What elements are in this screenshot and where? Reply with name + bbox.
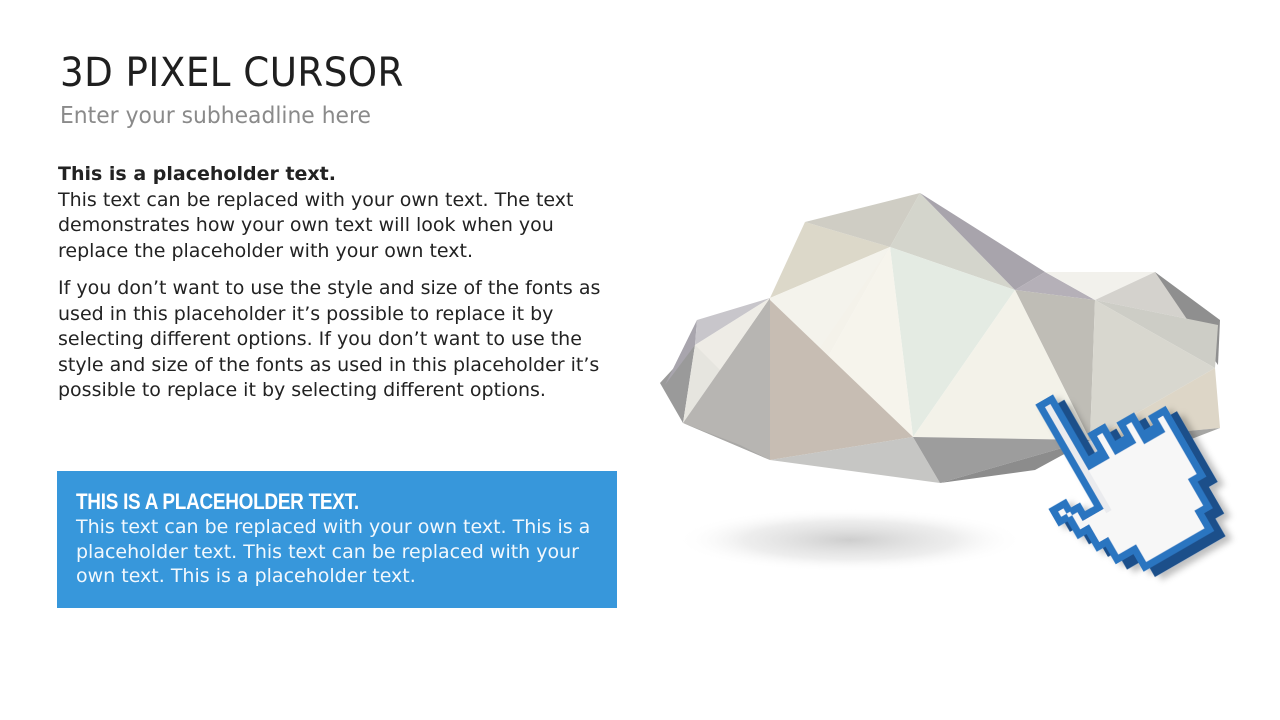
callout-text: This text can be replaced with your own text. This is a placeholder text. This text can be replaced with your own text. This is a placeholder text.: [76, 516, 591, 587]
body-lead: This is a placeholder text.: [58, 163, 336, 185]
cloud-shadow: [675, 508, 1025, 572]
callout-heading: THIS IS A PLACEHOLDER TEXT.: [76, 489, 359, 514]
slide-title: 3D PIXEL CURSOR: [60, 50, 404, 96]
body-paragraph-2: If you don’t want to use the style and size of the fonts as used in this placeholder it’s possible to replace it by selecting different options. If you don’t want to use the style and size of the fonts as used in this placeholder it’s possible to replace it by selecting different options.: [58, 277, 601, 401]
body-paragraph-1-text: This text can be replaced with your own text. The text demonstrates how your own text will look when you replace the placeholder with your own text.: [58, 188, 574, 262]
slide-subtitle: Enter your subheadline here: [60, 103, 371, 129]
